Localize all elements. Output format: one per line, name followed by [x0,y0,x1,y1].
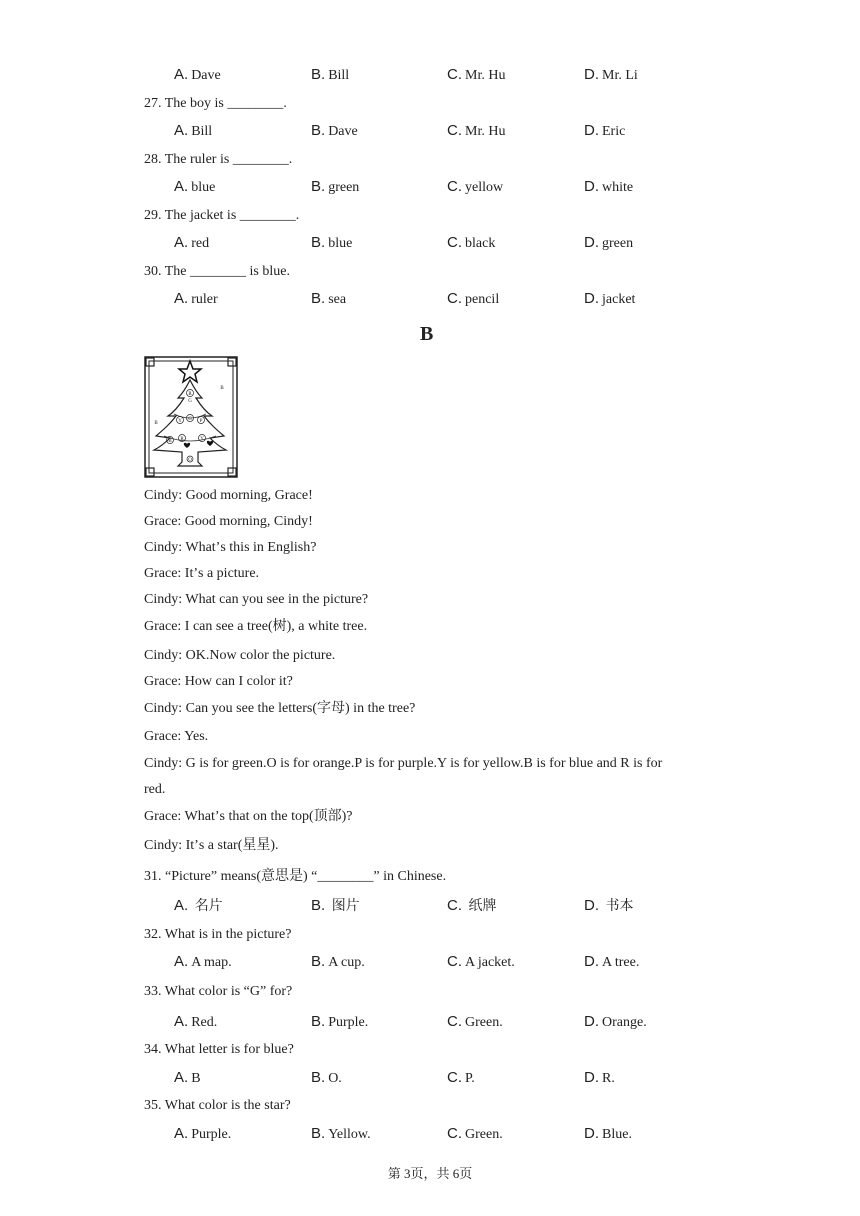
question-35: 35. What color is the star? [144,1098,291,1113]
option-b: B. Purple. [311,1013,369,1030]
ornament-letter: B [168,439,172,444]
ornament-letter: P [199,419,203,424]
option-d: D. Eric [584,122,626,139]
option-c: C. pencil [447,290,500,307]
question-33: 33. What color is “G” for? [144,984,293,999]
option-d: D. jacket [584,290,636,307]
dialogue-line: Grace: Itʼs a picture. [144,566,260,581]
heart-ornament [207,441,213,446]
question-28: 28. The ruler is ________. [144,152,293,167]
option-a: A. 名片 [174,897,223,914]
option-c: C. A jacket. [447,953,515,970]
options-row-26 [174,66,734,84]
option-d: D. Orange. [584,1013,647,1030]
option-b: B. green [311,178,360,195]
ornament-letter: G [188,417,192,422]
option-c: C. Mr. Hu [447,66,506,83]
options-row-32 [174,953,734,971]
dialogue-line: red. [144,782,166,797]
ornament-letter: G [188,399,192,404]
question-31: 31. “Picture” means(意思是) “________” in Chinese. [144,869,447,884]
option-b: B. Dave [311,122,358,139]
options-row-30 [174,290,734,308]
corner-ornament [146,358,154,366]
question-30: 30. The ________ is blue. [144,264,290,279]
ornament-letter: O [188,458,192,463]
options-row-31 [174,897,734,915]
option-c: C. Mr. Hu [447,122,506,139]
dialogue-line: Cindy: Itʼs a star(星星). [144,838,279,853]
heart-ornament [184,443,190,448]
option-d: D. A tree. [584,953,640,970]
options-row-27 [174,122,734,140]
option-d: D. white [584,178,634,195]
option-c: C. Green. [447,1013,503,1030]
option-c: C. 纸牌 [447,897,497,914]
ornament-letter: Y [200,437,204,442]
dialogue-line: Grace: Whatʼs that on the top(顶部)? [144,809,353,824]
option-d: D. green [584,234,634,251]
options-row-35 [174,1125,734,1143]
option-b: B. A cup. [311,953,365,970]
christmas-tree-picture [144,356,238,478]
option-d: D. 书本 [584,897,634,914]
dialogue-line: Grace: How can I color it? [144,674,293,689]
option-a: A. blue [174,178,216,195]
option-c: C. black [447,234,496,251]
option-a: A. B [174,1069,201,1086]
dialogue-line: Cindy: G is for green.O is for orange.P is for purple.Y is for yellow.B is for blue and R is for [144,756,663,771]
ornament-letter: Y [178,419,182,424]
ornament-letter: R [180,437,184,442]
option-d: D. Mr. Li [584,66,638,83]
options-row-29 [174,234,734,252]
option-a: A. Red. [174,1013,218,1030]
option-b: B. blue [311,234,353,251]
option-a: A. A map. [174,953,232,970]
corner-ornament [228,358,236,366]
option-b: B. O. [311,1069,342,1086]
options-row-34 [174,1069,734,1087]
option-d: D. Blue. [584,1125,632,1142]
option-c: C. P. [447,1069,475,1086]
option-a: A. red [174,234,210,251]
dialogue-line: Cindy: What can you see in the picture? [144,592,369,607]
option-a: A. Bill [174,122,213,139]
option-c: C. yellow [447,178,504,195]
question-34: 34. What letter is for blue? [144,1042,294,1057]
side-letter: B [154,421,158,426]
options-row-33 [174,1013,734,1031]
option-b: B. 图片 [311,897,360,914]
option-a: A. ruler [174,290,218,307]
dialogue-line: Grace: I can see a tree(树), a white tree. [144,619,368,634]
dialogue-line: Grace: Good morning, Cindy! [144,514,313,529]
ornament-letter: R [188,392,192,397]
corner-ornament [146,468,154,476]
option-c: C. Green. [447,1125,503,1142]
dialogue-line: Grace: Yes. [144,729,209,744]
dialogue-line: Cindy: Can you see the letters(字母) in the tree? [144,701,416,716]
options-row-28 [174,178,734,196]
corner-ornament [228,468,236,476]
dialogue-line: Cindy: OK.Now color the picture. [144,648,336,663]
option-b: B. Yellow. [311,1125,371,1142]
dialogue-line: Cindy: Whatʼs this in English? [144,540,317,555]
question-32: 32. What is in the picture? [144,927,292,942]
question-29: 29. The jacket is ________. [144,208,300,223]
page-footer: 第 3页，共 6页 [387,1166,473,1181]
option-d: D. R. [584,1069,615,1086]
option-b: B. Bill [311,66,350,83]
dialogue-line: Cindy: Good morning, Grace! [144,488,313,503]
section-b-heading: B [420,323,434,345]
option-a: A. Dave [174,66,221,83]
option-b: B. sea [311,290,347,307]
option-a: A. Purple. [174,1125,232,1142]
side-letter: B [220,386,224,391]
question-27: 27. The boy is ________. [144,96,287,111]
